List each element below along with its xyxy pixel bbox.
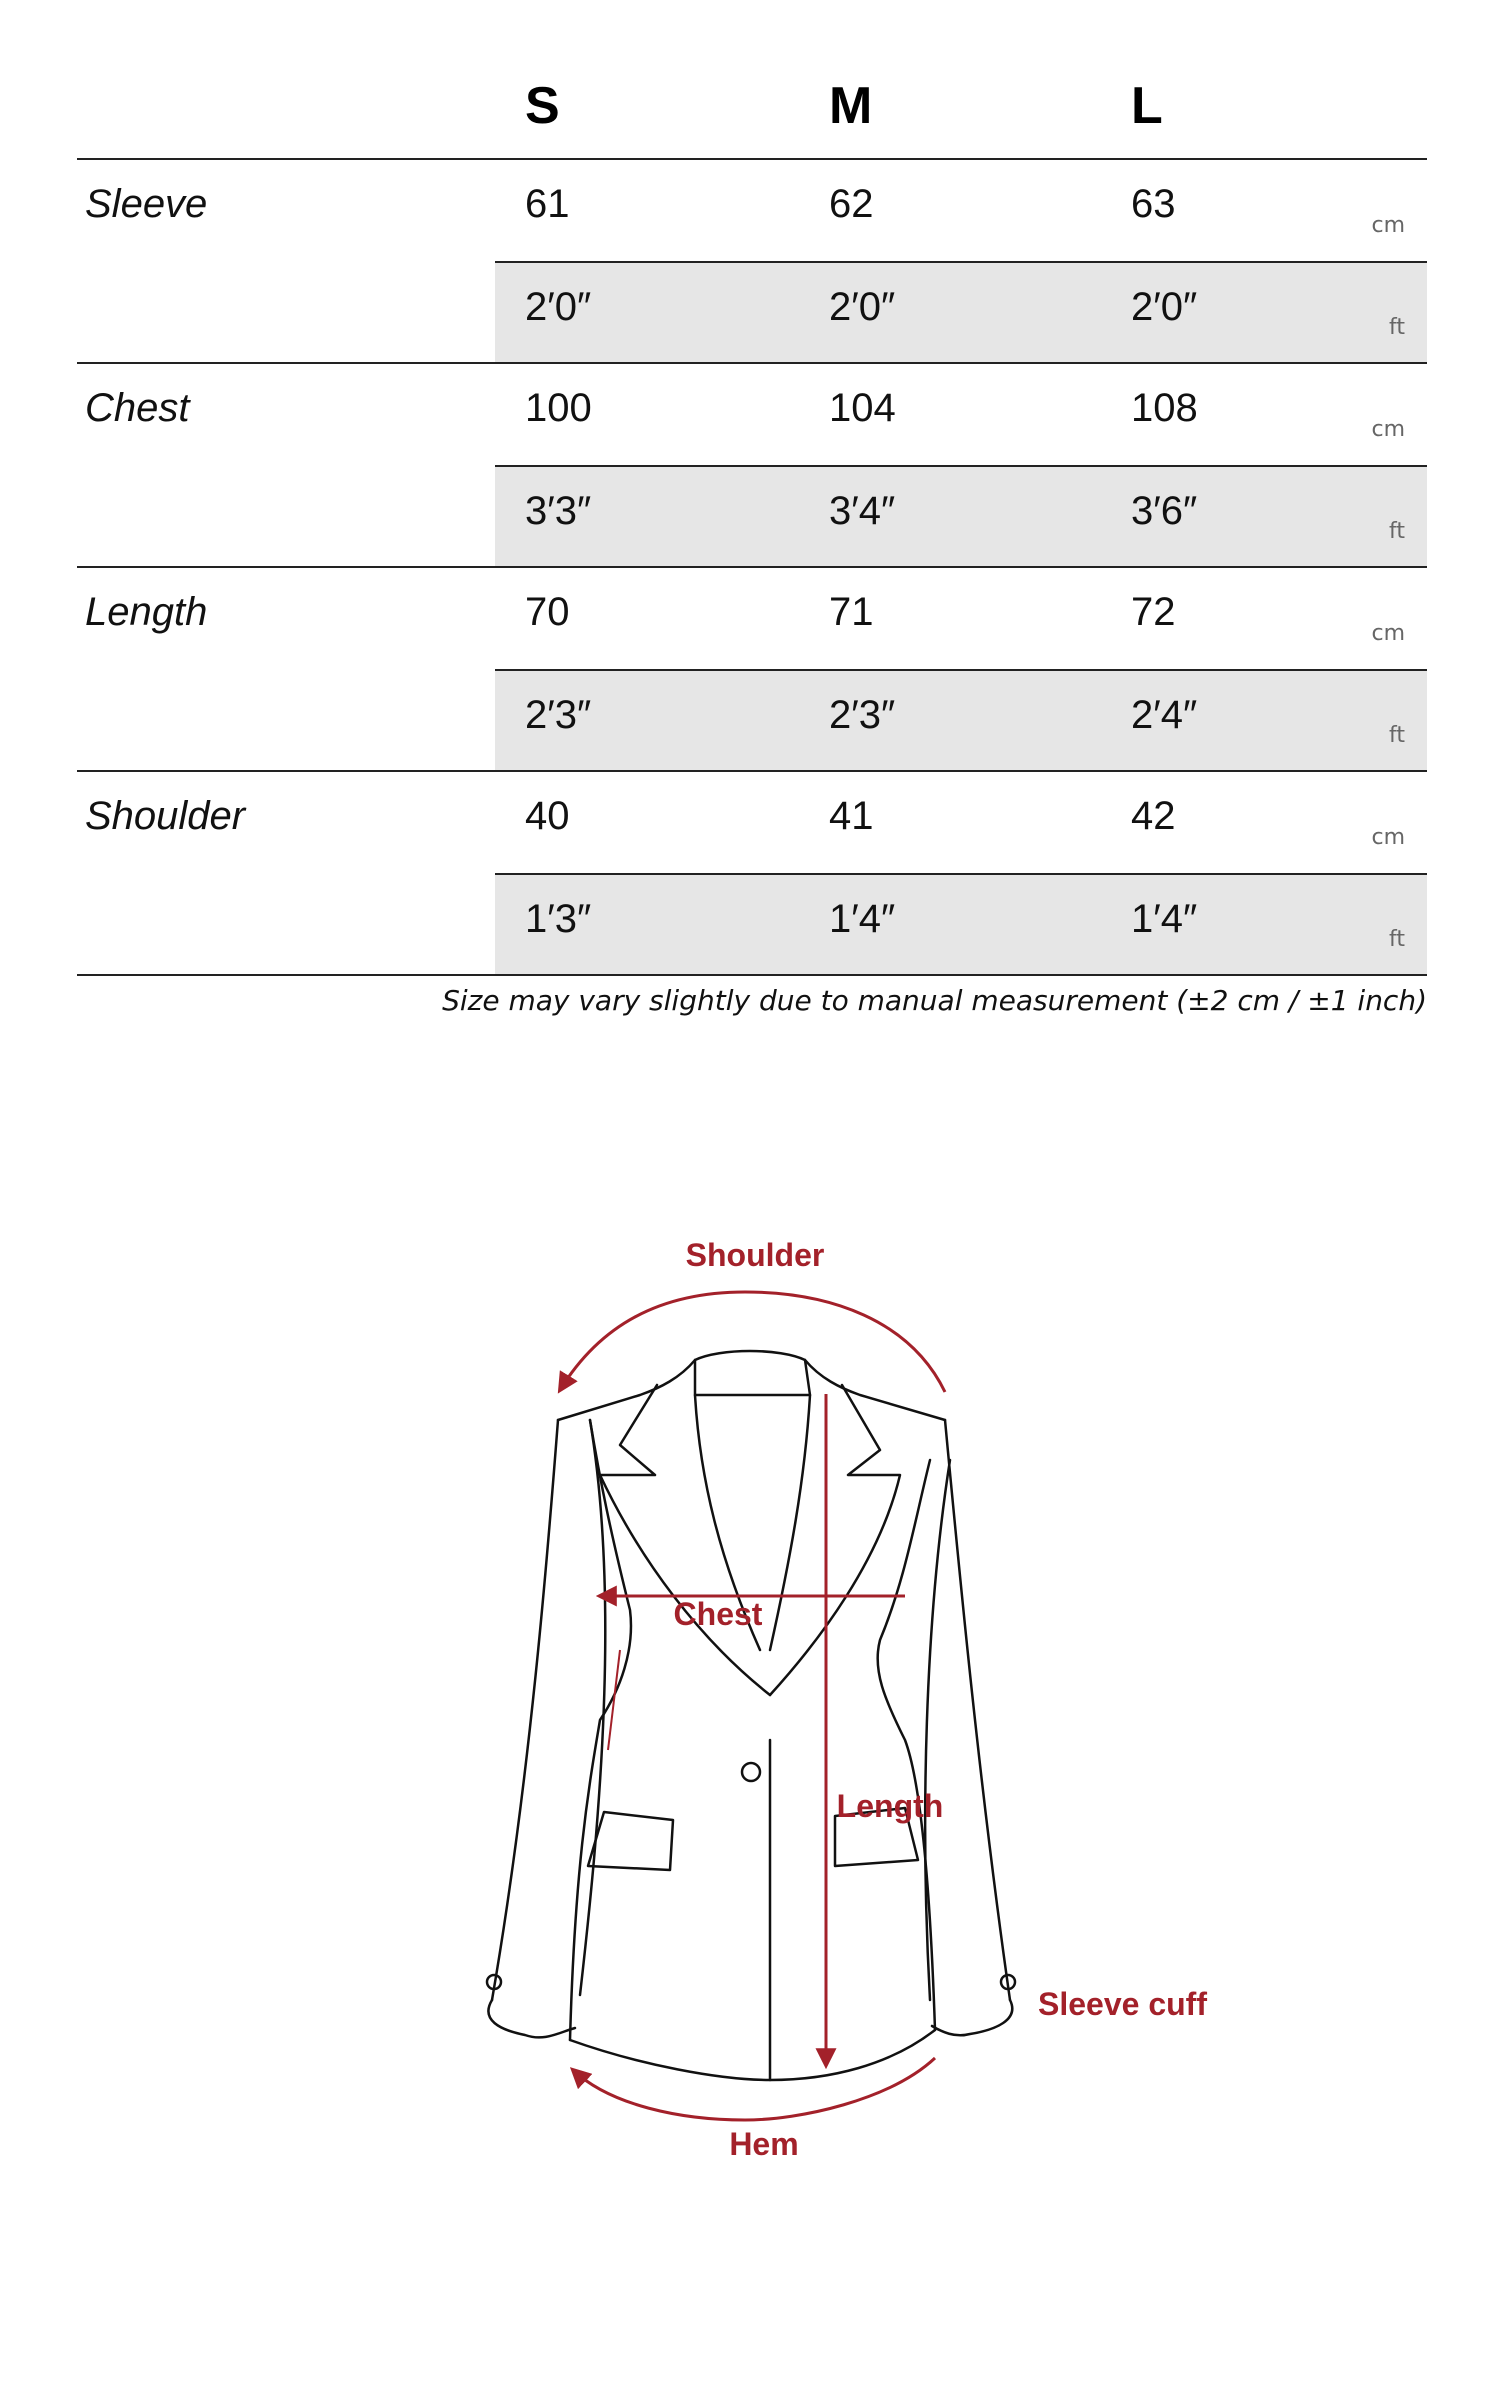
value-cell: 3′3″ bbox=[525, 489, 592, 533]
hem-arc bbox=[573, 2058, 935, 2120]
blazer-outline-icon bbox=[0, 1220, 1500, 2220]
measurement-lines bbox=[560, 1292, 945, 2120]
measurement-name: Shoulder bbox=[85, 794, 246, 838]
size-l-label: L bbox=[1131, 77, 1163, 135]
value-cell: 3′4″ bbox=[829, 489, 896, 533]
value-cell: 1′4″ bbox=[1131, 897, 1198, 941]
unit-label: cm bbox=[1371, 213, 1405, 238]
size-header-row bbox=[77, 70, 1427, 160]
chest-label: Chest bbox=[673, 1596, 763, 1632]
cm-row bbox=[495, 160, 1427, 260]
value-cell: 2′0″ bbox=[829, 285, 896, 329]
value-cell: 41 bbox=[829, 794, 874, 838]
value-cell: 62 bbox=[829, 182, 874, 226]
cm-row bbox=[495, 772, 1427, 872]
ft-row bbox=[495, 873, 1427, 974]
shoulder-arc bbox=[560, 1292, 945, 1392]
unit-label: cm bbox=[1371, 825, 1405, 850]
measurement-name: Sleeve bbox=[85, 182, 208, 226]
length-label: Length bbox=[836, 1788, 944, 1824]
value-cell: 40 bbox=[525, 794, 570, 838]
value-cell: 2′0″ bbox=[1131, 285, 1198, 329]
shoulder-label: Shoulder bbox=[685, 1237, 825, 1273]
measurement-group-chest bbox=[77, 364, 1427, 568]
value-cell: 2′3″ bbox=[525, 693, 592, 737]
ft-row bbox=[495, 669, 1427, 770]
value-cell: 100 bbox=[525, 386, 592, 430]
value-cell: 71 bbox=[829, 590, 874, 634]
ft-row bbox=[495, 261, 1427, 362]
value-cell: 2′0″ bbox=[525, 285, 592, 329]
measurement-footnote: Size may vary slightly due to manual measurement (±2 cm / ±1 inch) bbox=[442, 984, 1427, 1017]
cm-row bbox=[495, 364, 1427, 464]
value-cell: 2′3″ bbox=[829, 693, 896, 737]
unit-label: cm bbox=[1371, 417, 1405, 442]
sleeve-cuff-label: Sleeve cuff bbox=[1038, 1986, 1207, 2022]
unit-label: ft bbox=[1389, 519, 1405, 544]
measurement-group-sleeve bbox=[77, 160, 1427, 364]
cm-row bbox=[495, 568, 1427, 668]
measurement-name: Length bbox=[85, 590, 208, 634]
measurement-name: Chest bbox=[85, 386, 190, 430]
value-cell: 70 bbox=[525, 590, 570, 634]
size-s-label: S bbox=[525, 77, 560, 135]
size-m-label: M bbox=[829, 77, 873, 135]
measurement-diagram bbox=[0, 1220, 1500, 2220]
unit-label: ft bbox=[1389, 315, 1405, 340]
measurement-group-length bbox=[77, 568, 1427, 772]
unit-label: ft bbox=[1389, 927, 1405, 952]
unit-label: cm bbox=[1371, 621, 1405, 646]
value-cell: 63 bbox=[1131, 182, 1176, 226]
value-cell: 1′3″ bbox=[525, 897, 592, 941]
ft-row bbox=[495, 465, 1427, 566]
value-cell: 104 bbox=[829, 386, 896, 430]
value-cell: 108 bbox=[1131, 386, 1198, 430]
value-cell: 42 bbox=[1131, 794, 1176, 838]
value-cell: 1′4″ bbox=[829, 897, 896, 941]
value-cell: 72 bbox=[1131, 590, 1176, 634]
measurement-group-shoulder bbox=[77, 772, 1427, 976]
value-cell: 61 bbox=[525, 182, 570, 226]
hem-label: Hem bbox=[729, 2126, 799, 2162]
unit-label: ft bbox=[1389, 723, 1405, 748]
blazer-body bbox=[487, 1351, 1015, 2080]
side-guide bbox=[608, 1650, 620, 1750]
size-chart-table bbox=[77, 70, 1427, 976]
value-cell: 3′6″ bbox=[1131, 489, 1198, 533]
value-cell: 2′4″ bbox=[1131, 693, 1198, 737]
